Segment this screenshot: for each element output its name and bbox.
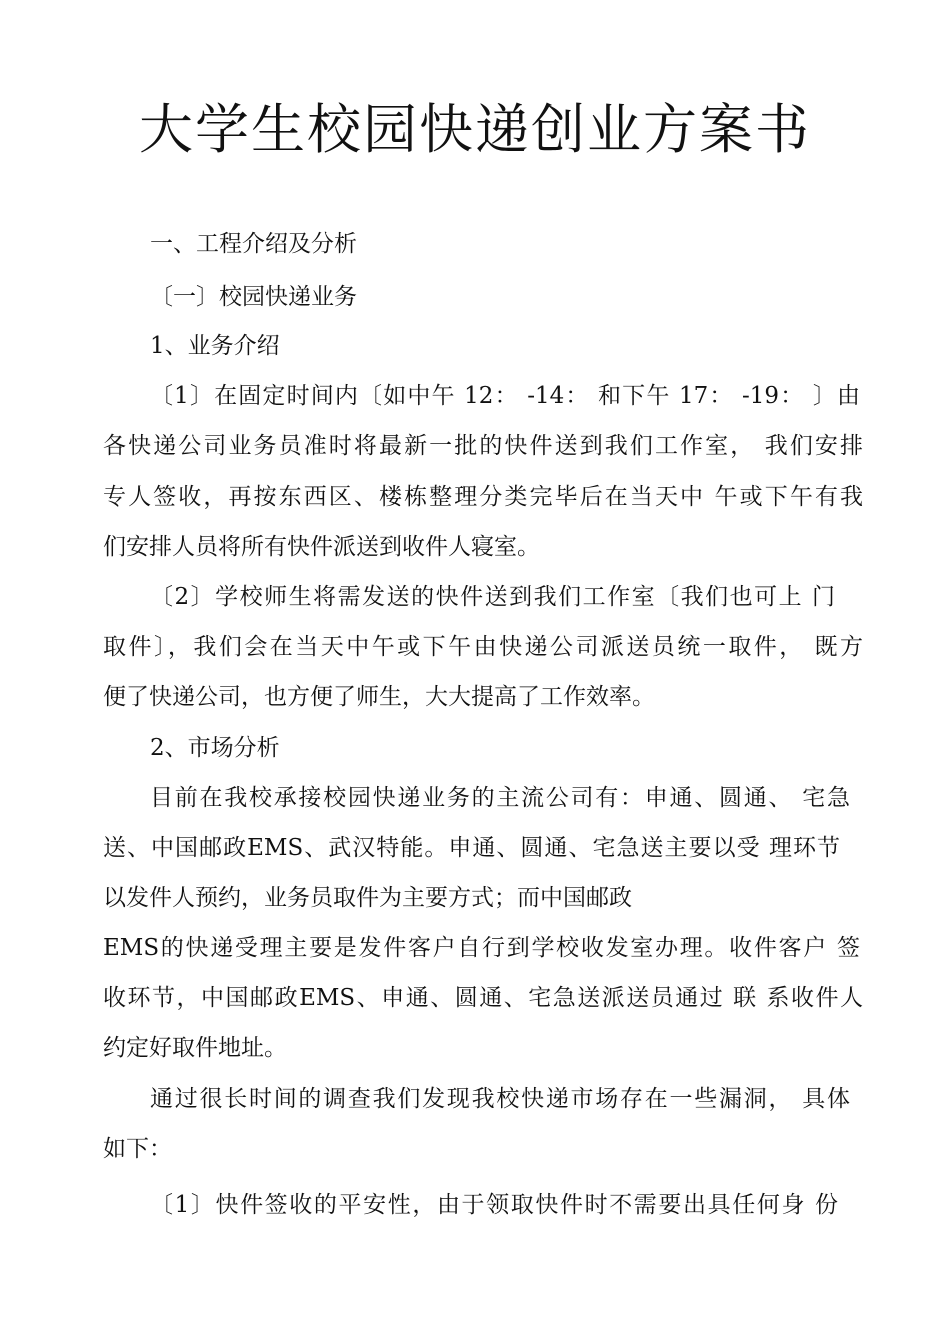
- paragraph-line: 〔2〕学校师生将需发送的快件送到我们工作室〔我们也可上 门: [150, 584, 835, 610]
- section-heading: 一、工程介绍及分析: [150, 231, 357, 257]
- paragraph-line: 以发件人预约，业务员取件为主要方式；而中国邮政: [103, 885, 632, 911]
- paragraph-line: 如下：: [103, 1136, 172, 1162]
- paragraph-line: 便了快递公司，也方便了师生，大大提高了工作效率。: [103, 684, 655, 710]
- paragraph-line: 收环节，中国邮政EMS、申通、圆通、宅急送派送员通过 联 系收件人: [103, 985, 863, 1011]
- paragraph-line: 目前在我校承接校园快递业务的主流公司有：申通、圆通、 宅急: [150, 785, 850, 811]
- paragraph-line: 〔1〕在固定时间内〔如中午 12： -14： 和下午 17： -19： 〕由: [150, 383, 860, 409]
- paragraph-line: EMS的快递受理主要是发件客户自行到学校收发室办理。收件客户 签: [103, 935, 860, 961]
- paragraph-line: 各快递公司业务员准时将最新一批的快件送到我们工作室， 我们安排: [103, 433, 863, 459]
- item-heading: 1、业务介绍: [150, 333, 280, 359]
- paragraph-line: 取件〕，我们会在当天中午或下午由快递公司派送员统一取件， 既方: [103, 634, 863, 660]
- document-title: 大学生校园快递创业方案书: [139, 98, 811, 161]
- paragraph-line: 专人签收，再按东西区、楼栋整理分类完毕后在当天中 午或下午有我: [103, 484, 863, 510]
- paragraph-line: 约定好取件地址。: [103, 1035, 287, 1061]
- item-heading: 2、市场分析: [150, 735, 280, 761]
- paragraph-line: 通过很长时间的调查我们发现我校快递市场存在一些漏洞， 具体: [150, 1086, 850, 1112]
- paragraph-line: 〔1〕快件签收的平安性，由于领取快件时不需要出具任何身 份: [150, 1192, 838, 1218]
- subsection-heading: 〔一〕校园快递业务: [150, 284, 357, 310]
- paragraph-line: 们安排人员将所有快件派送到收件人寝室。: [103, 534, 540, 560]
- paragraph-line: 送、中国邮政EMS、武汉特能。申通、圆通、宅急送主要以受 理环节: [103, 835, 840, 861]
